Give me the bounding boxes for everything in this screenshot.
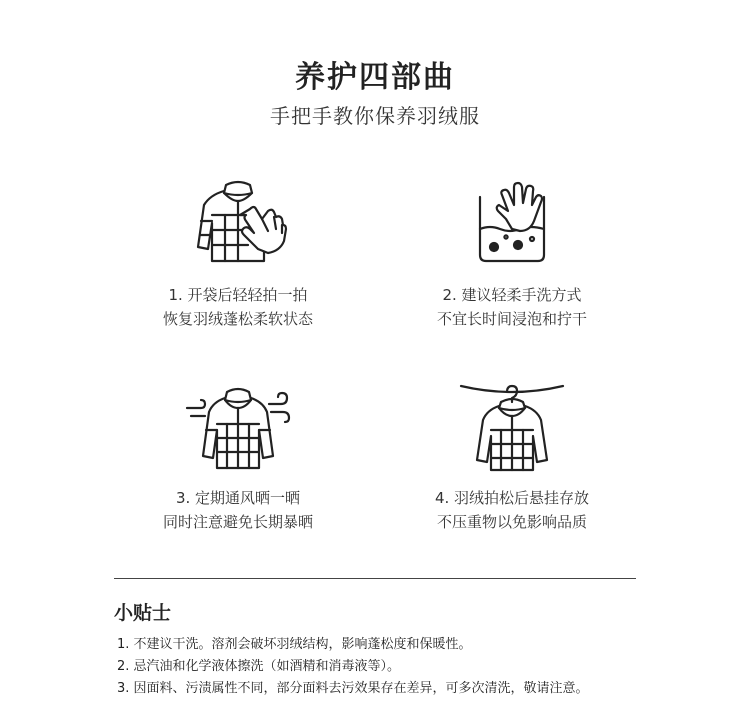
tip-item: 2. 忌汽油和化学液体擦洗（如酒精和消毒液等）。	[117, 659, 401, 674]
hand-wash-basin-icon	[462, 175, 562, 271]
care-step-3	[88, 378, 388, 534]
tips-title: 小贴士	[114, 602, 172, 624]
page-title: 养护四部曲	[295, 60, 455, 95]
tip-item: 1. 不建议干洗。溶剂会破坏羽绒结构，影响蓬松度和保暖性。	[117, 637, 472, 652]
step-1-desc: 恢复羽绒蓬松柔软状态	[162, 310, 313, 328]
step-2-desc: 不宜长时间浸泡和拧干	[436, 310, 587, 328]
tip-item: 3. 因面料、污渍属性不同，部分面料去污效果存在差异，可多次清洗，敬请注意。	[117, 681, 589, 696]
step-3-title: 3. 定期通风晒一晒	[175, 489, 301, 507]
page-subtitle: 手把手教你保养羽绒服	[270, 104, 480, 128]
care-step-1	[88, 175, 388, 331]
step-1-title: 1. 开袋后轻轻拍一拍	[168, 286, 308, 304]
care-step-2	[362, 175, 662, 331]
section-divider	[114, 578, 636, 579]
tips-list	[117, 634, 737, 700]
step-4-title: 4. 羽绒拍松后悬挂存放	[434, 489, 590, 507]
jacket-wind-dry-icon	[183, 378, 293, 474]
step-4-desc: 不压重物以免影响品质	[436, 513, 587, 531]
step-3-desc: 同时注意避免长期暴晒	[162, 513, 313, 531]
jacket-hanging-icon	[457, 378, 567, 474]
step-2-title: 2. 建议轻柔手洗方式	[442, 286, 582, 304]
jacket-pat-hand-icon	[188, 175, 288, 271]
care-step-4	[362, 378, 662, 534]
